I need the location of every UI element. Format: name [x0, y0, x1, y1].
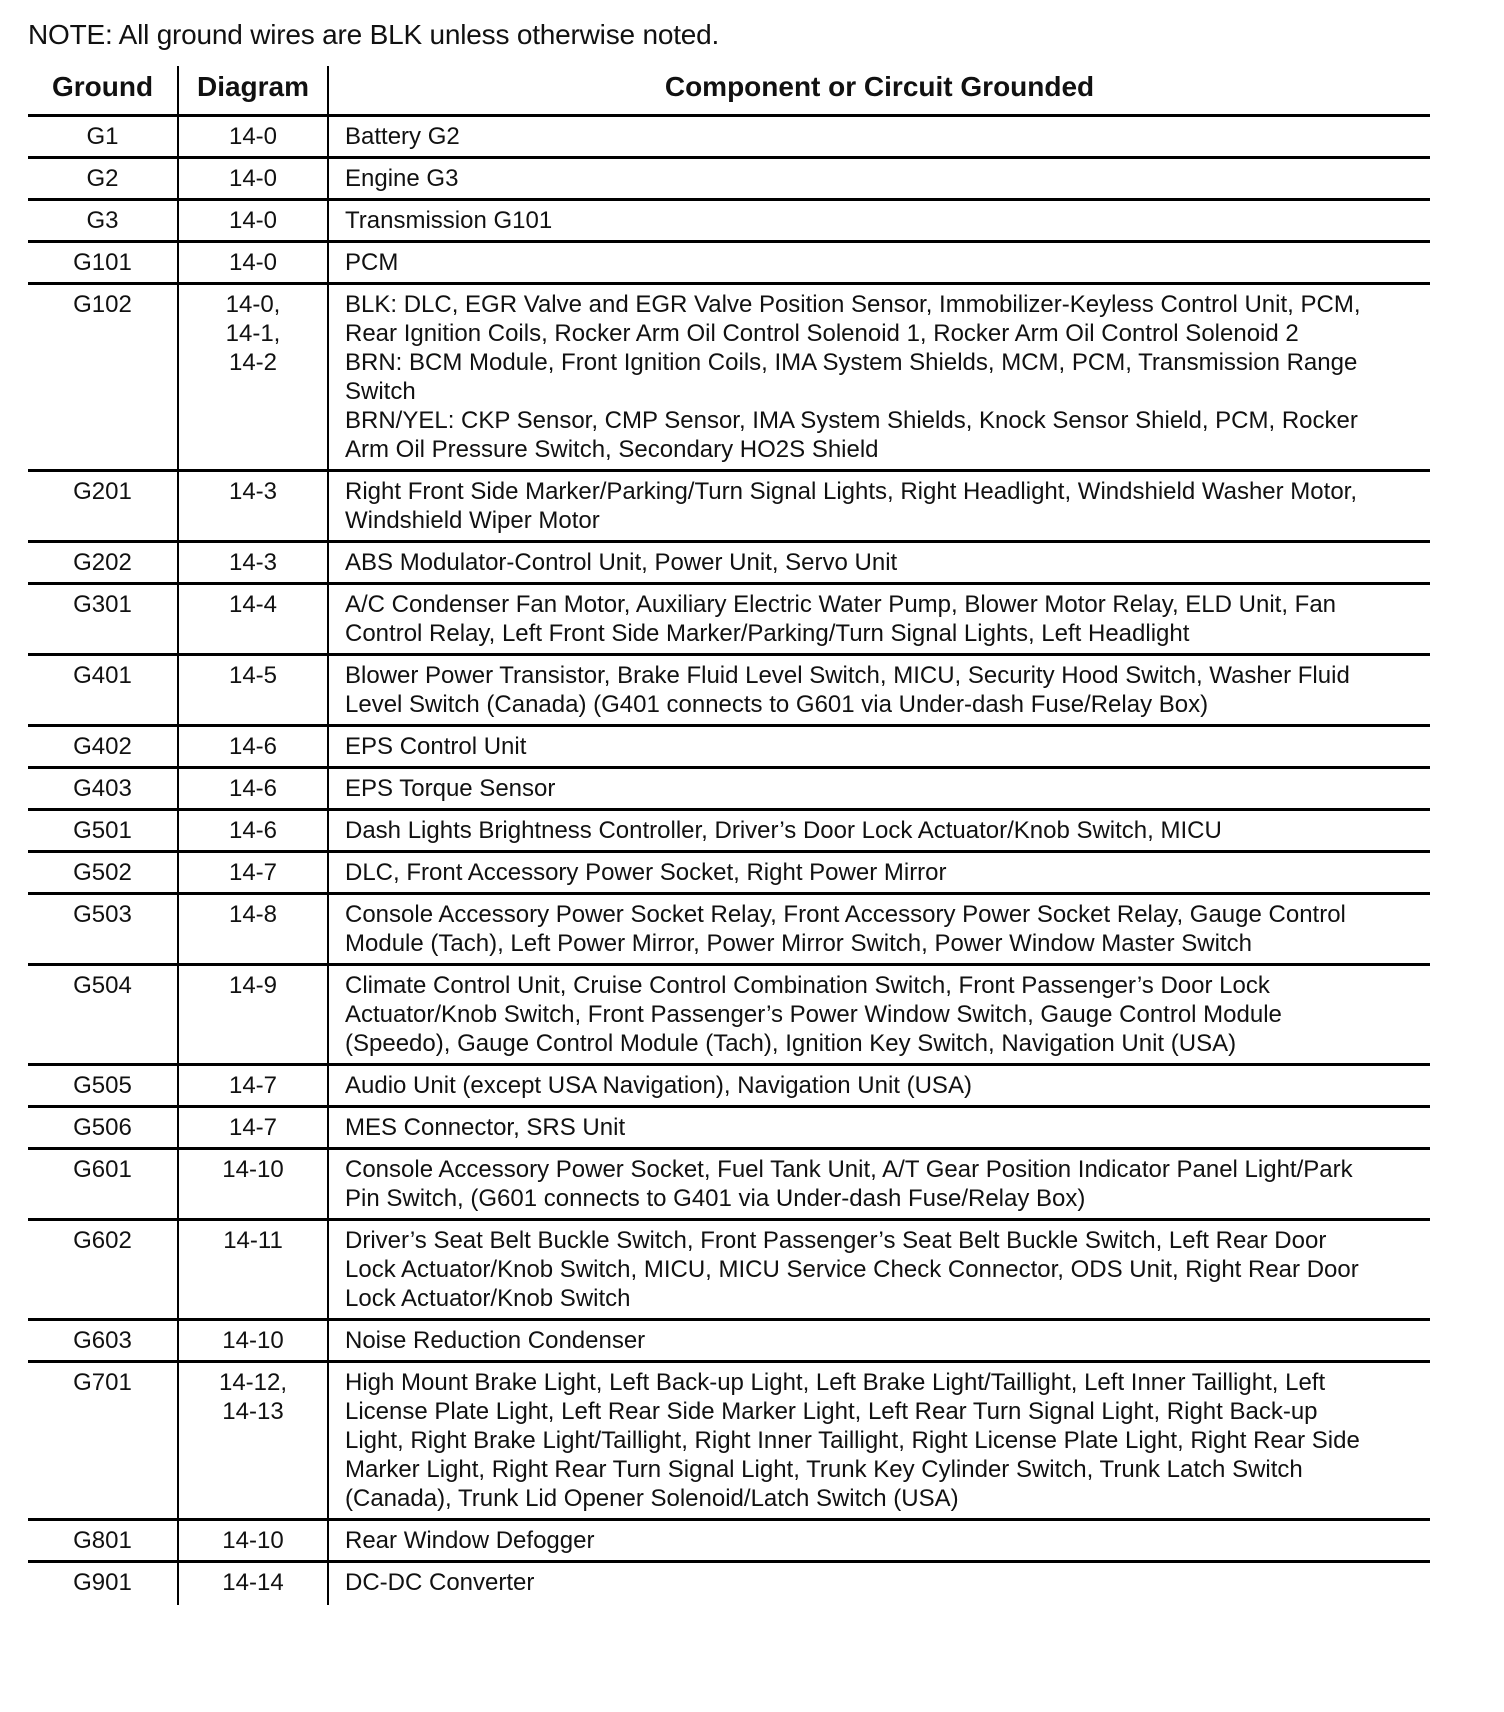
table-row: [28, 768, 1430, 810]
diagram-cell: [178, 116, 328, 158]
table-row: [28, 284, 1430, 471]
component-line: Marker Light, Right Rear Turn Signal Light, Trunk Key Cylinder Switch, Trunk Latch Switch: [345, 1456, 1303, 1483]
component-cell: [328, 542, 1430, 584]
component-cell: [328, 655, 1430, 726]
diagram-line: 14-0: [228, 249, 278, 276]
diagram-line: 14-4: [228, 591, 278, 618]
table-row: [28, 1107, 1430, 1149]
diagram-cell: [178, 1362, 328, 1520]
table-row: [28, 1149, 1430, 1220]
diagram-line: 14-5: [228, 662, 278, 689]
ground-cell: G501: [28, 810, 178, 852]
table-row: [28, 471, 1430, 542]
ground-cell: G503: [28, 894, 178, 965]
diagram-cell: [178, 542, 328, 584]
diagram-cell: [178, 1107, 328, 1149]
header-diagram: Diagram: [178, 66, 328, 116]
component-line: Blower Power Transistor, Brake Fluid Level Switch, MICU, Security Hood Switch, Washer Fluid: [345, 662, 1350, 689]
diagram-line: 14-6: [228, 817, 278, 844]
component-line: Noise Reduction Condenser: [345, 1327, 646, 1354]
component-cell: [328, 1362, 1430, 1520]
component-cell: [328, 768, 1430, 810]
ground-cell: G101: [28, 242, 178, 284]
component-cell: [328, 158, 1430, 200]
component-line: Climate Control Unit, Cruise Control Combination Switch, Front Passenger’s Door Lock: [345, 972, 1270, 999]
diagram-cell: [178, 852, 328, 894]
diagram-cell: [178, 768, 328, 810]
table-row: [28, 116, 1430, 158]
ground-cell: G601: [28, 1149, 178, 1220]
diagram-cell: [178, 810, 328, 852]
component-line: (Canada), Trunk Lid Opener Solenoid/Latch Switch (USA): [345, 1485, 959, 1512]
component-cell: [328, 200, 1430, 242]
diagram-cell: [178, 1149, 328, 1220]
header-component: Component or Circuit Grounded: [328, 66, 1430, 116]
diagram-cell: [178, 1562, 328, 1606]
table-row: [28, 1362, 1430, 1520]
component-cell: [328, 584, 1430, 655]
component-line: Transmission G101: [345, 207, 553, 234]
component-cell: [328, 1065, 1430, 1107]
ground-cell: G602: [28, 1220, 178, 1320]
component-cell: [328, 1149, 1430, 1220]
table-row: [28, 1220, 1430, 1320]
ground-cell: G202: [28, 542, 178, 584]
component-line: Rear Window Defogger: [345, 1527, 595, 1554]
component-line: DC-DC Converter: [345, 1569, 535, 1596]
ground-cell: G1: [28, 116, 178, 158]
diagram-line: 14-7: [228, 859, 278, 886]
component-line: Windshield Wiper Motor: [345, 507, 600, 534]
component-cell: [328, 1520, 1430, 1562]
diagram-cell: [178, 1320, 328, 1362]
diagram-line: 14-10: [222, 1327, 284, 1354]
table-row: [28, 894, 1430, 965]
diagram-cell: [178, 965, 328, 1065]
table-row: [28, 1065, 1430, 1107]
diagram-cell: [178, 1520, 328, 1562]
diagram-cell: [178, 284, 328, 471]
diagram-line: 14-0: [228, 165, 278, 192]
component-line: Light, Right Brake Light/Taillight, Right Inner Taillight, Right License Plate Light, Right Rear Side: [345, 1427, 1360, 1454]
diagram-line: 14-12,: [218, 1369, 288, 1396]
ground-cell: G502: [28, 852, 178, 894]
diagram-cell: [178, 158, 328, 200]
component-line: Console Accessory Power Socket, Fuel Tank Unit, A/T Gear Position Indicator Panel Light/Park: [345, 1156, 1353, 1183]
component-cell: [328, 894, 1430, 965]
component-line: ABS Modulator-Control Unit, Power Unit, Servo Unit: [345, 549, 898, 576]
component-line: EPS Control Unit: [345, 733, 527, 760]
diagram-cell: [178, 471, 328, 542]
diagram-line: 14-14: [222, 1569, 284, 1596]
component-cell: [328, 1107, 1430, 1149]
component-line: BLK: DLC, EGR Valve and EGR Valve Position Sensor, Immobilizer-Keyless Control Unit, PCM,: [345, 291, 1361, 318]
table-row: [28, 655, 1430, 726]
diagram-line: 14-8: [228, 901, 278, 928]
component-line: Actuator/Knob Switch, Front Passenger’s Power Window Switch, Gauge Control Module: [345, 1001, 1282, 1028]
ground-table: [28, 66, 1430, 1605]
table-row: [28, 584, 1430, 655]
table-row: [28, 158, 1430, 200]
component-line: Level Switch (Canada) (G401 connects to G601 via Under-dash Fuse/Relay Box): [345, 691, 1209, 718]
diagram-line: 14-0: [228, 123, 278, 150]
diagram-cell: [178, 1065, 328, 1107]
diagram-line: 14-9: [228, 972, 278, 999]
diagram-line: 14-6: [228, 775, 278, 802]
component-line: BRN: BCM Module, Front Ignition Coils, IMA System Shields, MCM, PCM, Transmission Range: [345, 349, 1358, 376]
diagram-line: 14-0,: [225, 291, 281, 318]
ground-cell: G402: [28, 726, 178, 768]
ground-cell: G3: [28, 200, 178, 242]
component-line: Lock Actuator/Knob Switch: [345, 1285, 631, 1312]
component-line: Module (Tach), Left Power Mirror, Power Mirror Switch, Power Window Master Switch: [345, 930, 1252, 957]
component-line: Console Accessory Power Socket Relay, Front Accessory Power Socket Relay, Gauge Control: [345, 901, 1346, 928]
component-line: (Speedo), Gauge Control Module (Tach), Ignition Key Switch, Navigation Unit (USA): [345, 1030, 1237, 1057]
diagram-line: 14-11: [223, 1227, 283, 1254]
ground-cell: G801: [28, 1520, 178, 1562]
table-row: [28, 200, 1430, 242]
component-cell: [328, 242, 1430, 284]
component-line: BRN/YEL: CKP Sensor, CMP Sensor, IMA System Shields, Knock Sensor Shield, PCM, Rocker: [345, 407, 1358, 434]
diagram-cell: [178, 200, 328, 242]
table-row: [28, 810, 1430, 852]
component-cell: [328, 852, 1430, 894]
table-row: [28, 726, 1430, 768]
component-cell: [328, 1220, 1430, 1320]
component-cell: [328, 471, 1430, 542]
diagram-line: 14-3: [228, 478, 278, 505]
diagram-cell: [178, 655, 328, 726]
component-line: MES Connector, SRS Unit: [345, 1114, 626, 1141]
component-cell: [328, 810, 1430, 852]
ground-cell: G506: [28, 1107, 178, 1149]
component-line: A/C Condenser Fan Motor, Auxiliary Electric Water Pump, Blower Motor Relay, ELD Unit, Fan: [345, 591, 1337, 618]
ground-cell: G403: [28, 768, 178, 810]
component-cell: [328, 726, 1430, 768]
component-cell: [328, 284, 1430, 471]
diagram-cell: [178, 894, 328, 965]
component-line: Pin Switch, (G601 connects to G401 via Under-dash Fuse/Relay Box): [345, 1185, 1086, 1212]
diagram-line: 14-7: [228, 1072, 278, 1099]
diagram-line: 14-0: [228, 207, 278, 234]
table-row: [28, 542, 1430, 584]
header-row: [28, 66, 1430, 116]
table-row: [28, 1520, 1430, 1562]
diagram-cell: [178, 242, 328, 284]
header-ground: Ground: [28, 66, 178, 116]
component-line: Switch: [345, 378, 416, 405]
table-row: [28, 1320, 1430, 1362]
ground-cell: G701: [28, 1362, 178, 1520]
component-line: Rear Ignition Coils, Rocker Arm Oil Control Solenoid 1, Rocker Arm Oil Control Solenoid 2: [345, 320, 1299, 347]
component-line: Lock Actuator/Knob Switch, MICU, MICU Service Check Connector, ODS Unit, Right Rear Door: [345, 1256, 1359, 1283]
component-line: License Plate Light, Left Rear Side Marker Light, Left Rear Turn Signal Light, Right Back-up: [345, 1398, 1318, 1425]
table-row: [28, 852, 1430, 894]
component-line: PCM: [345, 249, 399, 276]
component-line: Battery G2: [345, 123, 460, 150]
diagram-line: 14-10: [222, 1156, 284, 1183]
ground-cell: G102: [28, 284, 178, 471]
ground-cell: G901: [73, 1569, 132, 1596]
diagram-line: 14-2: [228, 349, 278, 376]
ground-cell: G603: [28, 1320, 178, 1362]
diagram-line: 14-1,: [225, 320, 281, 347]
diagram-line: 14-3: [228, 549, 278, 576]
component-line: EPS Torque Sensor: [345, 775, 556, 802]
diagram-cell: [178, 584, 328, 655]
component-cell: [328, 1562, 1430, 1606]
ground-cell: G2: [28, 158, 178, 200]
table-row: [28, 965, 1430, 1065]
diagram-line: 14-13: [222, 1398, 284, 1425]
component-line: Control Relay, Left Front Side Marker/Parking/Turn Signal Lights, Left Headlight: [345, 620, 1190, 647]
ground-cell: G401: [28, 655, 178, 726]
ground-cell: G504: [28, 965, 178, 1065]
diagram-cell: [178, 726, 328, 768]
diagram-line: 14-10: [222, 1527, 284, 1554]
ground-cell: G201: [28, 471, 178, 542]
component-line: DLC, Front Accessory Power Socket, Right Power Mirror: [345, 859, 947, 886]
component-cell: [328, 116, 1430, 158]
component-line: Engine G3: [345, 165, 459, 192]
component-line: Audio Unit (except USA Navigation), Navigation Unit (USA): [345, 1072, 972, 1099]
component-line: Right Front Side Marker/Parking/Turn Signal Lights, Right Headlight, Windshield Washer Motor,: [345, 478, 1357, 505]
component-line: Arm Oil Pressure Switch, Secondary HO2S Shield: [345, 436, 879, 463]
diagram-line: 14-7: [228, 1114, 278, 1141]
diagram-line: 14-6: [228, 733, 278, 760]
table-row: [28, 242, 1430, 284]
diagram-cell: [178, 1220, 328, 1320]
ground-cell: G505: [28, 1065, 178, 1107]
note-text: NOTE: All ground wires are BLK unless otherwise noted.: [28, 19, 720, 50]
component-line: Dash Lights Brightness Controller, Driver’s Door Lock Actuator/Knob Switch, MICU: [345, 817, 1222, 844]
component-line: High Mount Brake Light, Left Back-up Light, Left Brake Light/Taillight, Left Inner Taillight, Left: [345, 1369, 1326, 1396]
component-cell: [328, 965, 1430, 1065]
table-row: [28, 1562, 1430, 1606]
ground-cell: G301: [28, 584, 178, 655]
component-cell: [328, 1320, 1430, 1362]
component-line: Driver’s Seat Belt Buckle Switch, Front Passenger’s Seat Belt Buckle Switch, Left Rear Door: [345, 1227, 1327, 1254]
